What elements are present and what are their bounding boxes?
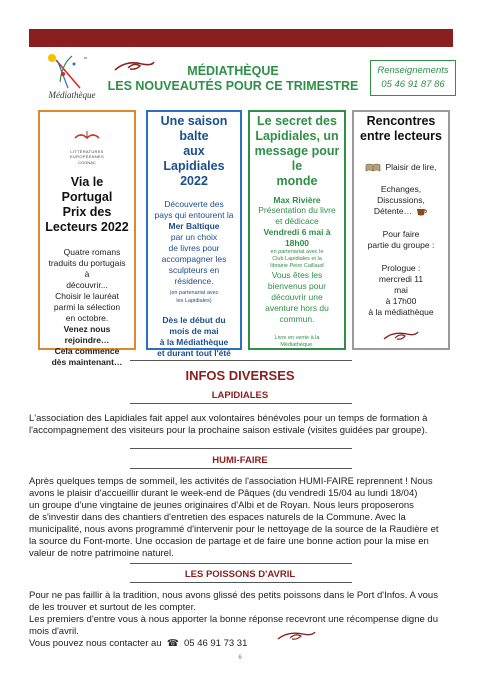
- partner-note: [152, 289, 236, 305]
- title-line: Via le Portugal: [61, 175, 113, 204]
- header-title: [105, 64, 361, 94]
- body-line: Vendredi 6 mai à: [263, 227, 331, 237]
- detente-row: [358, 206, 444, 217]
- header-title-line2: LES NOUVEAUTÉS POUR CE TRIMESTRE: [107, 79, 359, 93]
- small-line: Club Lapidiales et la: [272, 256, 322, 262]
- body-line: Echanges,: [380, 184, 422, 194]
- litteratures-europeennes-logo: [57, 128, 117, 165]
- divider: [130, 563, 352, 564]
- open-book-icon: [365, 163, 381, 172]
- contact-text: Vous pouvez nous contacter au: [29, 638, 162, 649]
- body-line: Détente…: [373, 206, 413, 216]
- logo-subtitle: COGNAC: [78, 160, 96, 165]
- swirl-ornament-icon: [381, 328, 421, 346]
- column-body: [44, 247, 130, 324]
- contact-phone: 05 46 91 73 31: [183, 638, 248, 649]
- page-number: 6: [238, 655, 242, 661]
- small-line: librairie Peiro Caillaud: [270, 263, 324, 269]
- date-line: mois de mai: [169, 326, 219, 336]
- para-line: valeur de notre patrimoine naturel.: [29, 548, 174, 559]
- body-line: parmi la sélection: [53, 302, 121, 312]
- swirl-ornament-icon: [275, 628, 319, 646]
- logo-title: LITTÉRATURES EUROPÉENNES: [70, 149, 104, 159]
- body-line: Pour faire: [382, 229, 420, 239]
- humi-faire-title: HUMI-FAIRE: [212, 455, 268, 466]
- foot-line: Livre en vente à la: [274, 335, 320, 341]
- body-line: résidence.: [174, 276, 214, 286]
- body-line: à: [84, 269, 90, 279]
- top-color-band: [29, 29, 453, 47]
- small-line: (en partenariat avec: [169, 290, 219, 296]
- renseignements-label: Renseignements: [377, 65, 449, 76]
- date-line: Dès le début du: [162, 315, 226, 325]
- body-line: de livres pour: [168, 243, 220, 253]
- title-line: 2022: [180, 174, 208, 188]
- body-line: pays qui entourent la: [154, 210, 234, 220]
- body-line: découvrir...: [66, 280, 108, 290]
- column-title: [254, 114, 340, 189]
- cta-line: rejoindre…: [64, 335, 110, 345]
- logo-text: Médiathèque: [48, 90, 96, 100]
- body-line: Découverte des: [164, 199, 224, 209]
- title-line: message pour le: [254, 144, 340, 173]
- para-line: mois d'avril.: [29, 626, 79, 637]
- title-line: Une saison balte: [160, 114, 228, 143]
- cta-line: Venez nous: [63, 324, 111, 334]
- para-line: municipalité, nous avons programmé d'intervenir pour le nettoyage de la source de la Raudière et: [29, 524, 439, 535]
- divider: [130, 448, 352, 449]
- column-body: [358, 184, 444, 318]
- column-title: [44, 175, 130, 235]
- body-line: sculpteurs en: [168, 265, 220, 275]
- sale-note: [254, 335, 340, 349]
- column-rencontres-lecteurs: [352, 110, 450, 350]
- poissons-avril-title: LES POISSONS D'AVRIL: [184, 569, 296, 580]
- header-title-line1: MÉDIATHÈQUE: [187, 64, 279, 78]
- title-line: monde: [276, 174, 318, 188]
- cta-line: Cela commence: [54, 346, 120, 356]
- body-line: à 17h00: [385, 296, 417, 306]
- body-line: Présentation du livre: [258, 205, 336, 215]
- para-line: avons le plaisir d'accueillir durant le week-end de Pâques (du vendredi 15/04 au lundi 18/04): [29, 488, 418, 499]
- para-line: Après quelques temps de sommeil, les activités de l'association HUMI-FAIRE reprennent ! Nous: [29, 476, 433, 487]
- column-title: [358, 114, 444, 144]
- body-line: Choisir le lauréat: [55, 291, 119, 301]
- date-line: et durant tout l'été: [157, 348, 231, 358]
- divider: [130, 582, 352, 583]
- contact-line: [29, 638, 455, 650]
- body-line: Mer Baltique: [168, 221, 220, 231]
- small-line: en partenariat avec le: [270, 249, 324, 255]
- logo-graphic-icon: [40, 52, 104, 92]
- reading-row: [358, 162, 444, 172]
- body-line: traduits du portugais: [48, 258, 126, 268]
- book-icon: [73, 128, 101, 142]
- lapidiales-title: LAPIDIALES: [211, 390, 269, 401]
- column-body-2: [254, 270, 340, 325]
- para-line: l'accompagnement des visiteurs pour la prochaine saison estivale (visites guidées par groupe).: [29, 425, 428, 436]
- column-body: [254, 205, 340, 249]
- body-line: bienvenus pour: [267, 281, 327, 291]
- body-line: découvrir une: [271, 292, 323, 302]
- title-line: Lapidiales, un: [255, 129, 339, 143]
- para-line: de s'investir dans des chantiers d'entretien des espaces naturels de la Commune. Avec la: [29, 512, 406, 523]
- divider: [130, 403, 352, 404]
- body-line: aventure hors du: [265, 303, 329, 313]
- para-line: Les premiers d'entre vous à nous apporter la bonne réponse recevront une récompense digne du: [29, 614, 438, 625]
- body-line: à la médiathèque: [368, 307, 434, 317]
- body-line: mercredi 11: [378, 274, 424, 284]
- body-line: par un choix: [170, 232, 218, 242]
- body-line: en octobre.: [65, 313, 109, 323]
- body-line: Discussions,: [377, 195, 425, 205]
- title-line: Le secret des: [257, 114, 337, 128]
- body-line: Prologue :: [381, 263, 421, 273]
- column-prix-lecteurs: [38, 110, 136, 367]
- partner-note: [254, 249, 340, 270]
- body-line: 18h00: [284, 238, 310, 248]
- phone-icon: ☎: [164, 638, 182, 649]
- divider: [130, 468, 352, 469]
- column-call-to-action: [44, 324, 130, 368]
- small-line: les Lapidiales): [176, 298, 212, 304]
- author-name: Max Rivière: [273, 195, 321, 205]
- body-line: commun.: [279, 314, 315, 324]
- date-line: à la Médiathèque: [159, 337, 229, 347]
- para-line: un groupe d'une vingtaine de jeunes originaires d'Albi et de Royan. Nous leurs proposerons: [29, 500, 414, 511]
- title-line: Lecteurs 2022: [45, 220, 129, 234]
- body-line: mai: [394, 285, 408, 295]
- column-title: [152, 114, 236, 189]
- para-line: Pour ne pas faillir à la tradition, nous avons glissé des petits poissons dans le Port d'Infos. A vous: [29, 590, 438, 601]
- title-line: Prix des: [62, 205, 112, 219]
- foot-line: Médiathèque.: [280, 342, 314, 348]
- body-line: Quatre romans: [63, 247, 121, 257]
- humi-faire-paragraph: [29, 476, 455, 560]
- coffee-cup-icon: [416, 206, 428, 217]
- title-line: Rencontres: [366, 114, 436, 128]
- event-date: [152, 315, 236, 359]
- para-line: L'association des Lapidiales fait appel aux volontaires bénévoles pour un temps de formation à: [29, 413, 428, 424]
- body-line: et dédicace: [275, 216, 319, 226]
- divider: [130, 360, 352, 361]
- para-line: la source du Font-morte. Une occasion de partage et de faire une bonne action pour la mise en: [29, 536, 429, 547]
- para-line: de les trouver et surtout de les compter.: [29, 602, 196, 613]
- mediatheque-logo: [40, 52, 104, 104]
- cta-line: dès maintenant…: [51, 357, 123, 367]
- column-saison-balte: [146, 110, 242, 358]
- renseignements-box: [370, 60, 456, 96]
- body-line: partie du groupe :: [367, 240, 435, 250]
- infos-diverses-title: INFOS DIVERSES: [185, 368, 295, 383]
- body-line: accompagner les: [161, 254, 227, 264]
- poissons-avril-paragraph: [29, 590, 455, 650]
- lapidiales-paragraph: [29, 413, 455, 437]
- body-line: Plaisir de lire,: [385, 162, 437, 172]
- body-line: Vous êtes les: [271, 270, 323, 280]
- column-body: [152, 199, 236, 287]
- column-secret-lapidiales: [248, 110, 346, 350]
- title-line: aux Lapidiales: [163, 144, 225, 173]
- title-line: entre lecteurs: [360, 129, 442, 143]
- renseignements-phone: 05 46 91 87 86: [381, 79, 445, 90]
